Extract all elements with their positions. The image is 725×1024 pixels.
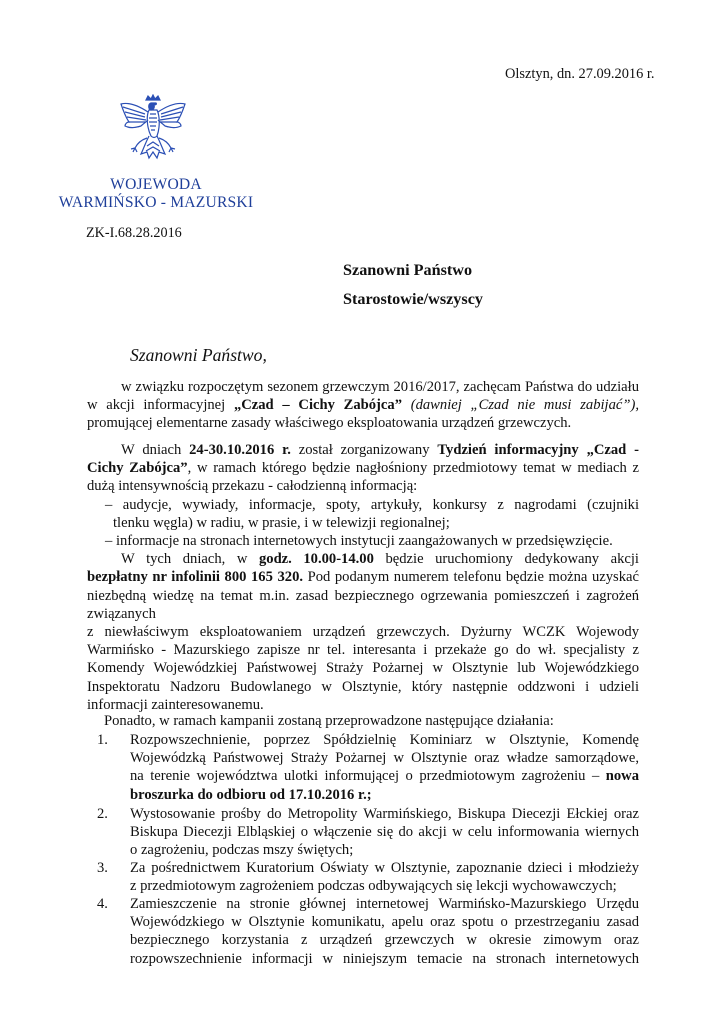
salutation: Szanowni Państwo, (130, 345, 267, 365)
paragraph-campaign-week (87, 441, 639, 714)
list-item-line: rozpowszechnienie informacji w niniejszym temacie na stronach internetowych (130, 950, 639, 967)
list-item-line: broszurka do odbioru od 17.10.2016 r.; (130, 786, 372, 803)
eagle-emblem-icon (117, 94, 189, 170)
paragraph-line: Warmińsko - Mazurskiego zapisze nr tel. interesanta i przekaże go do wł. specjalisty z (87, 642, 639, 659)
actions-intro: Ponadto, w ramach kampanii zostaną przeprowadzone następujące działania: (104, 713, 554, 729)
list-item-line: Wojewódzkiego w Olsztynie komunikatu, apelu oraz spotu o przestrzeganiu zasad (130, 914, 639, 931)
paragraph-line: Inspektoratu Nadzoru Budowlanego w Olsztynie, który następnie oddzwoni i udzieli (87, 678, 639, 695)
paragraph-line: w akcji informacyjnej „Czad – Cichy Zabójca” (dawniej „Czad nie musi zabijać”), (87, 397, 639, 414)
list-item-line: Zamieszczenie na stronie głównej internetowej Warmińsko-Mazurskiego Urzędu (130, 896, 639, 912)
paragraph-line: niezbędną wiedzę na temat m.in. zasad bezpiecznego ogrzewania pomieszczeń i zagrożeń (87, 587, 639, 604)
paragraph-line: związanych (87, 605, 156, 622)
paragraph-intro (87, 378, 639, 433)
list-item-line: o zagrożeniu, podczas mszy świętych; (130, 842, 354, 859)
issuer-block (58, 176, 254, 212)
issuer-title: WOJEWODA (110, 176, 202, 193)
list-item-line: Rozpowszechnienie, poprzez Spółdzielnię Kominiarz w Olsztynie, Komendę (130, 732, 639, 748)
bullet-item-continuation: tlenku węgla) w radiu, w prasie, i w telewizji regionalnej; (113, 514, 450, 531)
issuer-region: WARMIŃSKO - MAZURSKI (58, 194, 254, 211)
paragraph-line: z niewłaściwym eksploatowaniem urządzeń grzewczych. Dyżurny WCZK Wojewody (87, 624, 639, 641)
addressee-line-2: Starostowie/wszyscy (343, 290, 483, 308)
addressee-line-1: Szanowni Państwo (343, 261, 473, 279)
bullet-item: – audycje, wywiady, informacje, spoty, artykuły, konkursy z nagrodami (czujniki (105, 496, 639, 513)
list-item-number: 1. (97, 732, 108, 748)
paragraph-line: bezpłatny nr infolinii 800 165 320. Pod podanym numerem telefonu będzie można uzyskać (87, 569, 639, 586)
list-item-number: 2. (97, 806, 108, 822)
list-item-number: 3. (97, 860, 108, 876)
list-item-line: Wystosowanie prośby do Metropolity Warmińskiego, Biskupa Diecezji Ełckiej oraz (130, 806, 639, 822)
list-item-line: Biskupa Diecezji Elbląskiej o włączenie się do akcji w celu informowania wiernych (130, 824, 639, 841)
paragraph-line: dużą intensywnością przekazu - całodzienną informacją: (87, 478, 418, 495)
paragraph-line: W tych dniach, w godz. 10.00-14.00 będzie uruchomiony dedykowany akcji (121, 551, 639, 568)
paragraph-line: Cichy Zabójca”, w ramach którego będzie nagłośniony przedmiotowy temat w mediach z (87, 460, 639, 477)
reference-number: ZK-I.68.28.2016 (86, 225, 182, 241)
list-item-line: bezpiecznego korzystania z urządzeń grzewczych w okresie zimowym oraz (130, 932, 639, 949)
bullet-item: – informacje na stronach internetowych instytucji zaangażowanych w przedsięwzięcie. (105, 533, 613, 550)
paragraph-line: Komendy Wojewódzkiej Państwowej Straży Pożarnej w Olsztynie lub Wojewódzkiego (87, 660, 639, 677)
list-item-line: Za pośrednictwem Kuratorium Oświaty w Olsztynie, zapoznanie dzieci i młodzieży (130, 860, 639, 876)
list-item-line: z przedmiotowym zagrożeniem podczas odbywających się lekcji wychowawczych; (130, 878, 617, 895)
list-item-number: 4. (97, 896, 108, 912)
paragraph-line: w związku rozpoczętym sezonem grzewczym 2016/2017, zachęcam Państwa do udziału (121, 379, 639, 395)
paragraph-line: informacji zainteresowanemu. (87, 696, 264, 713)
paragraph-line: W dniach 24-30.10.2016 r. został zorganizowany Tydzień informacyjny „Czad - (121, 442, 640, 458)
letter-date: Olsztyn, dn. 27.09.2016 r. (505, 66, 655, 82)
paragraph-line: promującej elementarne zasady właściwego eksploatowania urządzeń grzewczych. (87, 415, 572, 432)
list-item-line: Wojewódzką Państwowej Straży Pożarnej w Olsztynie oraz władze samorządowe, (130, 750, 639, 767)
list-item-line: na terenie województwa ulotki informującej o przedmiotowym zagrożeniu – nowa (130, 768, 639, 785)
